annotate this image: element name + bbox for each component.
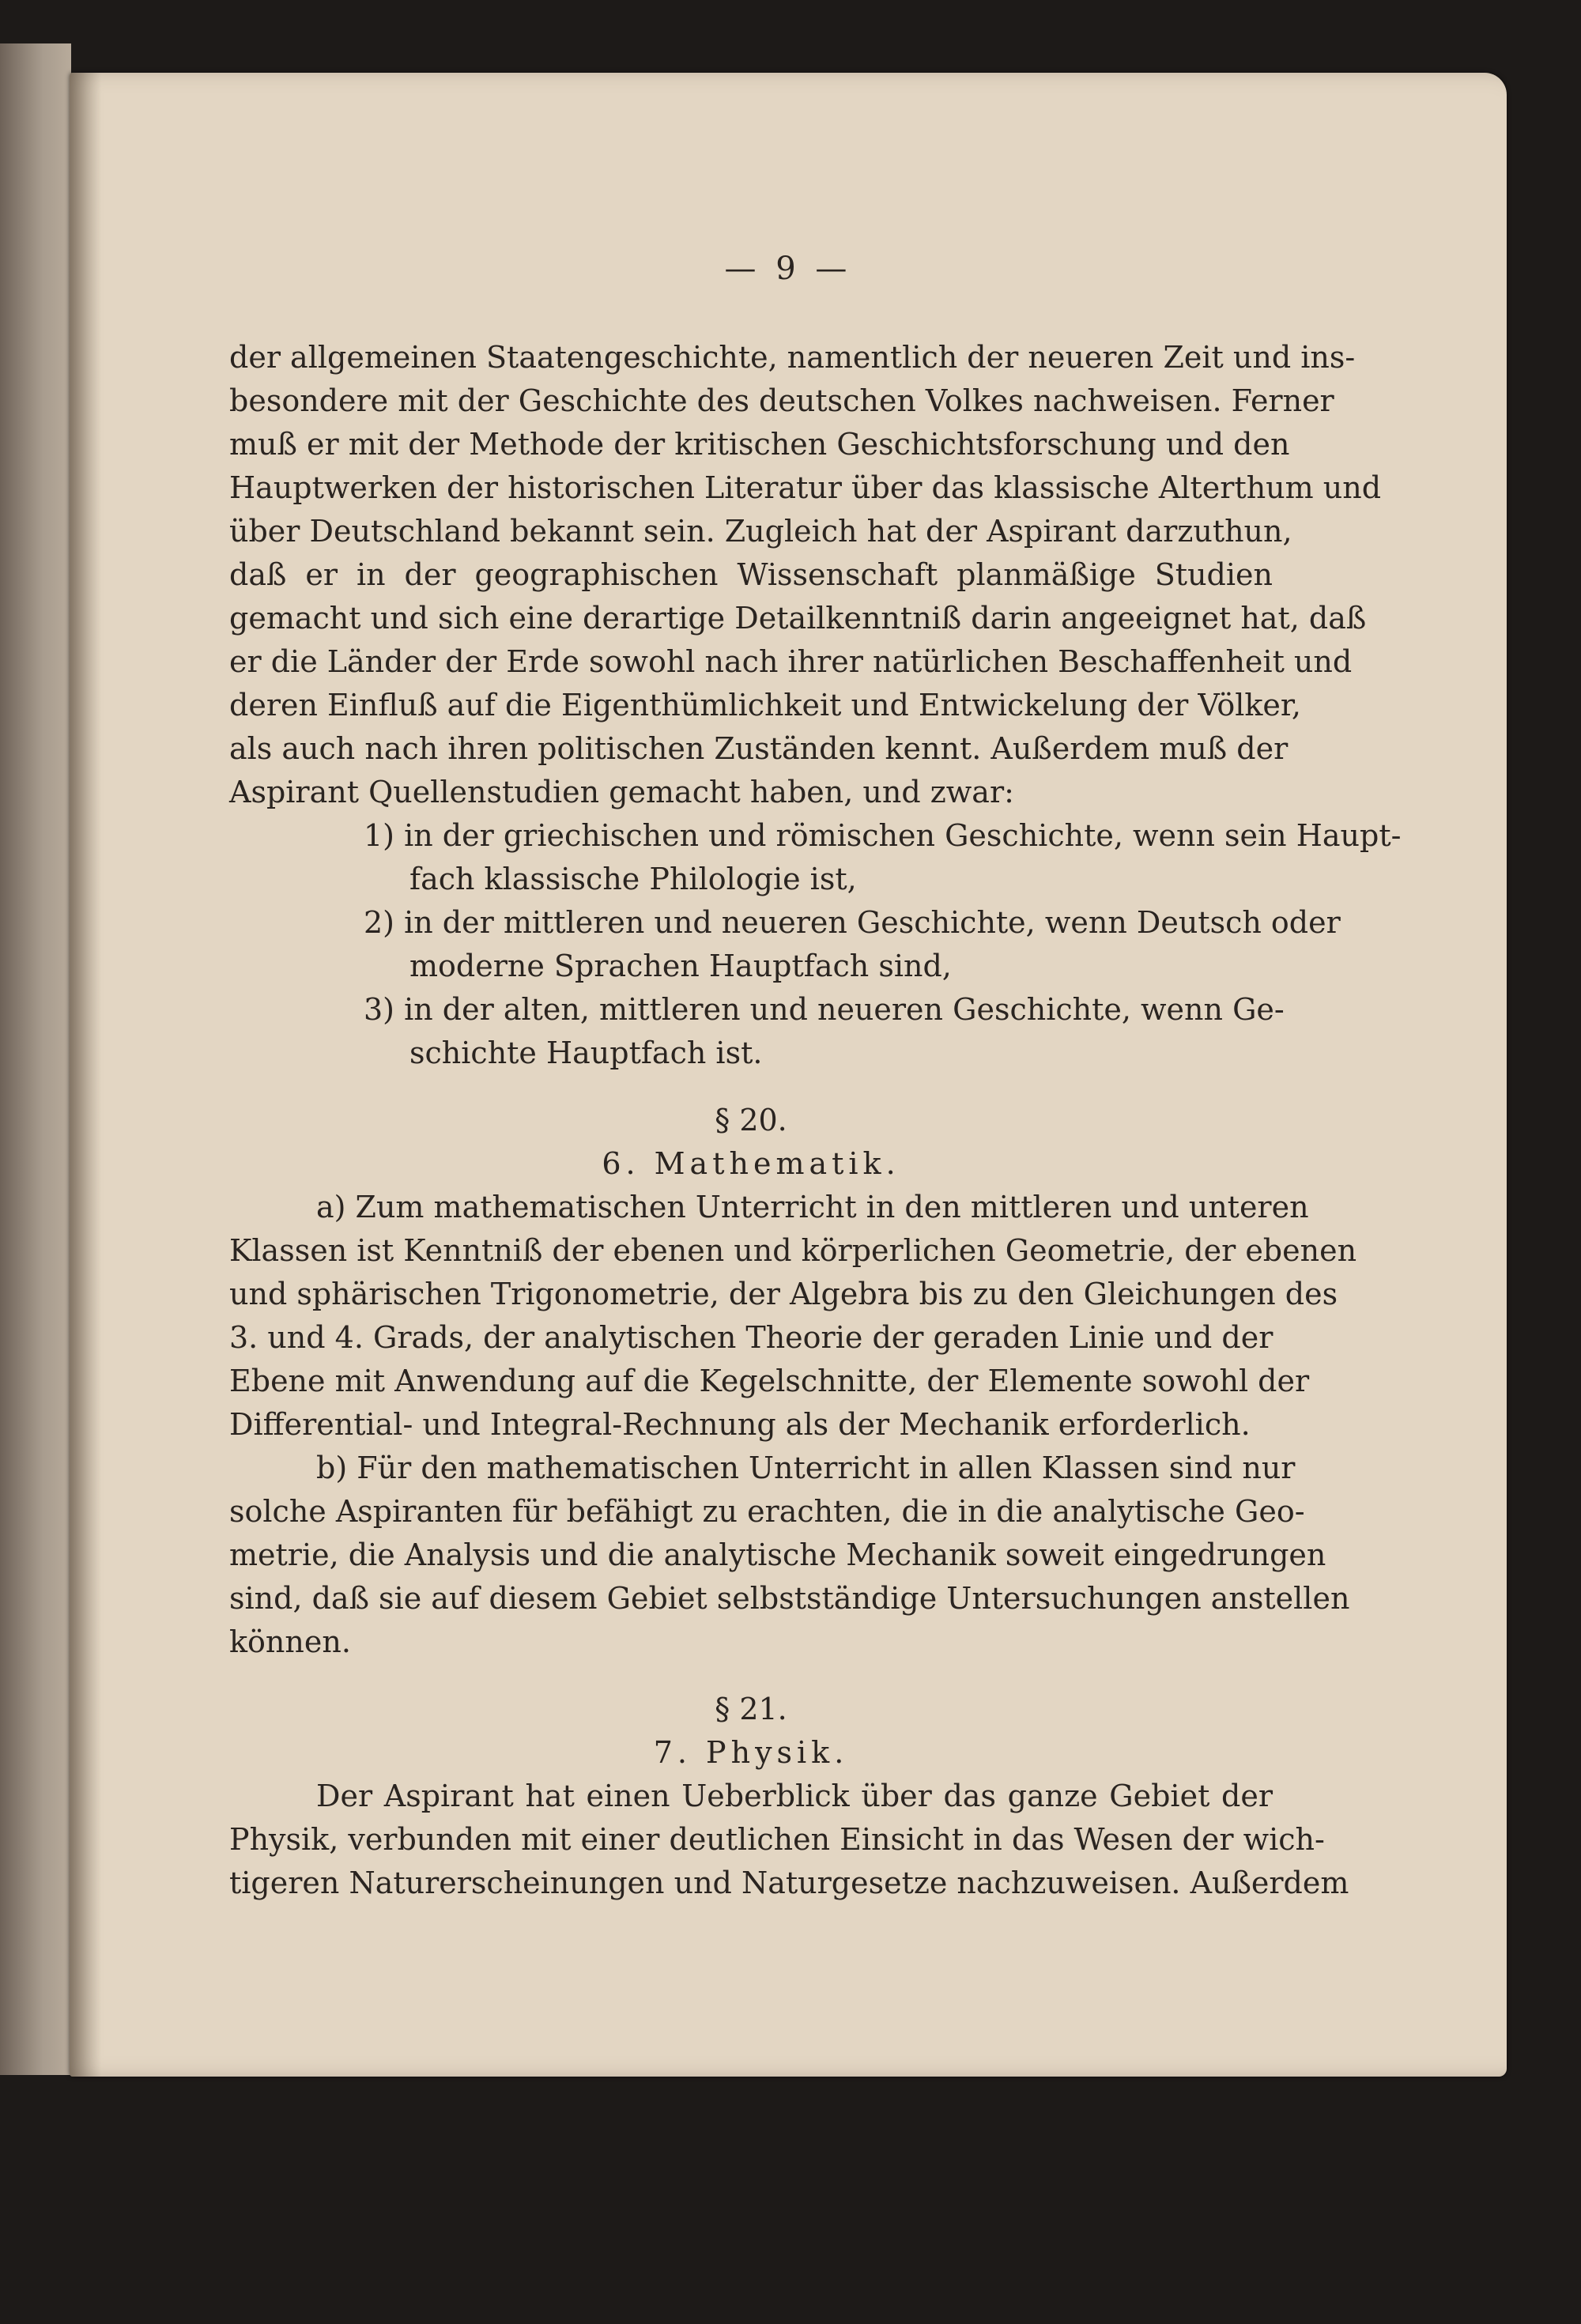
- list-item-3: 3) in der alten, mittleren und neueren Geschichte, wenn Ge-: [364, 992, 1285, 1027]
- text-line: gemacht und sich eine derartige Detailkenntniß darin angeeignet hat, daß: [229, 601, 1367, 636]
- text-line: als auch nach ihren politischen Zuständen kennt. Außerdem muß der: [229, 731, 1289, 766]
- text-line: Der Aspirant hat einen Ueberblick über das ganze Gebiet der: [316, 1779, 1273, 1813]
- text-line: deren Einfluß auf die Eigenthümlichkeit und Entwickelung der Völker,: [229, 688, 1301, 722]
- text-line: a) Zum mathematischen Unterricht in den mittleren und unteren: [316, 1190, 1309, 1224]
- text-line: besondere mit der Geschichte des deutschen Volkes nachweisen. Ferner: [229, 383, 1334, 418]
- text-line: metrie, die Analysis und die analytische Mechanik soweit eingedrungen: [229, 1537, 1326, 1572]
- text-line: er die Länder der Erde sowohl nach ihrer natürlichen Beschaffenheit und: [229, 644, 1353, 679]
- page-number: — 9 —: [724, 251, 852, 287]
- text-line: über Deutschland bekannt sein. Zugleich hat der Aspirant darzuthun,: [229, 514, 1292, 549]
- list-item-1: 1) in der griechischen und römischen Geschichte, wenn sein Haupt-: [364, 818, 1402, 853]
- page-gutter-shadow: [70, 73, 101, 2077]
- section-21-title: 7. Physik.: [653, 1735, 849, 1770]
- list-item-3-cont: schichte Hauptfach ist.: [409, 1036, 763, 1070]
- section-21-mark: § 21.: [715, 1692, 787, 1726]
- text-line: muß er mit der Methode der kritischen Geschichtsforschung und den: [229, 427, 1290, 462]
- text-line: Differential- und Integral-Rechnung als der Mechanik erforderlich.: [229, 1407, 1251, 1442]
- text-line: tigeren Naturerscheinungen und Naturgesetze nachzuweisen. Außerdem: [229, 1866, 1349, 1900]
- text-line: können.: [229, 1624, 351, 1659]
- text-line: b) Für den mathematischen Unterricht in allen Klassen sind nur: [316, 1451, 1296, 1485]
- text-line: sind, daß sie auf diesem Gebiet selbstständige Untersuchungen anstellen: [229, 1581, 1350, 1616]
- text-line: der allgemeinen Staatengeschichte, namentlich der neueren Zeit und ins-: [229, 340, 1356, 375]
- text-line: Ebene mit Anwendung auf die Kegelschnitte, der Elemente sowohl der: [229, 1364, 1310, 1398]
- list-item-2: 2) in der mittleren und neueren Geschichte, wenn Deutsch oder: [364, 905, 1341, 940]
- page-text: [229, 336, 1402, 1905]
- text-line: Klassen ist Kenntniß der ebenen und körperlichen Geometrie, der ebenen: [229, 1233, 1357, 1268]
- text-line: Hauptwerken der historischen Literatur über das klassische Alterthum und: [229, 470, 1382, 505]
- facing-page-edge: [0, 43, 71, 2075]
- list-item-1-cont: fach klassische Philologie ist,: [409, 862, 857, 896]
- text-line: Physik, verbunden mit einer deutlichen Einsicht in das Wesen der wich-: [229, 1822, 1325, 1857]
- text-line: und sphärischen Trigonometrie, der Algebra bis zu den Gleichungen des: [229, 1277, 1338, 1311]
- list-item-2-cont: moderne Sprachen Hauptfach sind,: [409, 949, 952, 983]
- text-line: 3. und 4. Grads, der analytischen Theorie der geraden Linie und der: [229, 1320, 1273, 1355]
- section-20-mark: § 20.: [715, 1103, 787, 1137]
- section-20-title: 6. Mathematik.: [602, 1146, 900, 1181]
- text-line: solche Aspiranten für befähigt zu erachten, die in die analytische Geo-: [229, 1494, 1305, 1529]
- text-line: daß er in der geographischen Wissenschaft planmäßige Studien: [229, 557, 1273, 592]
- text-line: Aspirant Quellenstudien gemacht haben, und zwar:: [229, 775, 1014, 809]
